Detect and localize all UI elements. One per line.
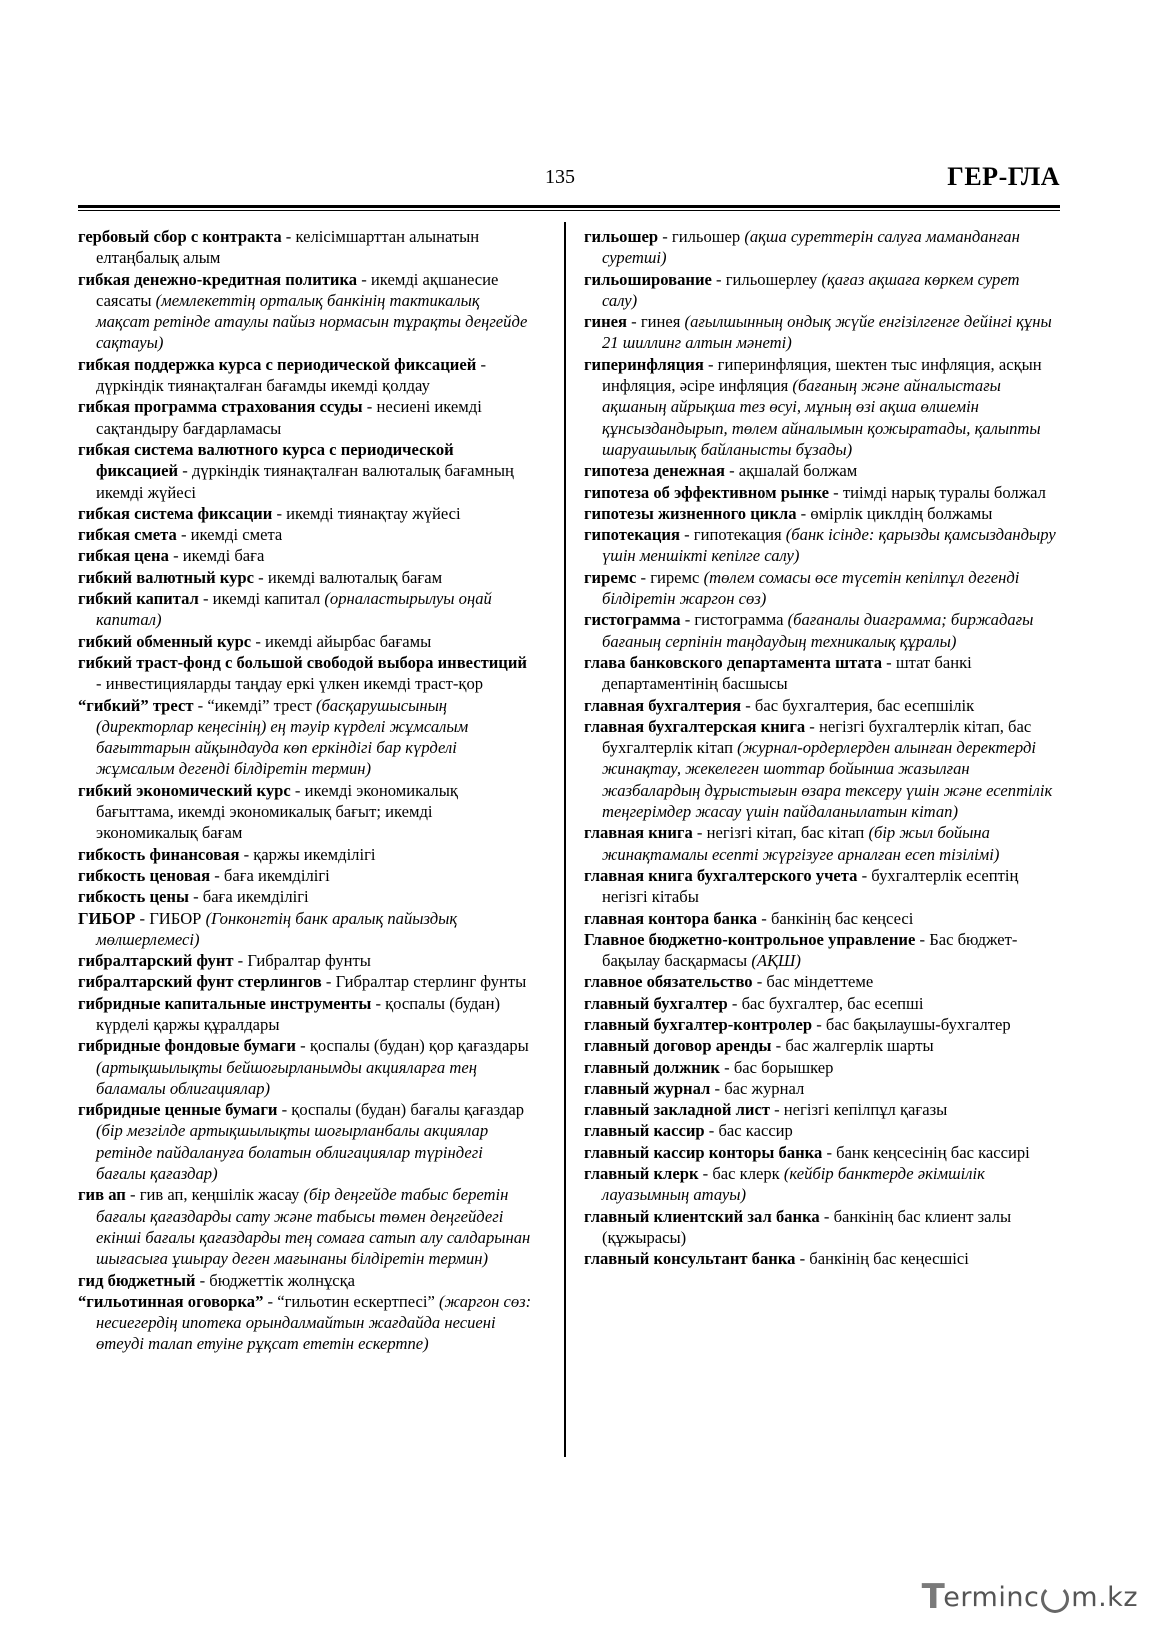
entry-separator: -	[812, 1014, 826, 1034]
dictionary-entry	[584, 567, 1056, 610]
entry-term: главная книга	[584, 823, 693, 843]
entry-separator: -	[272, 503, 287, 523]
entry-definition: икемді капитал	[212, 589, 325, 609]
entry-definition: штат банкі департаментінің басшысы	[602, 652, 972, 694]
entry-definition: гистограмма	[694, 610, 788, 630]
entry-definition: “гильотин ескертпесі”	[277, 1291, 440, 1311]
dictionary-entry	[584, 822, 1056, 865]
dictionary-entry	[584, 503, 1056, 524]
entry-separator: -	[795, 1249, 810, 1269]
entry-term: гибкость финансовая	[78, 844, 240, 864]
entry-note: (басқарушысының (директорлар кеңесінің) ең тәуір күрделі жұмсалым бағыттарын айқындауда көп еркіндігі бар күрделі жұмсалым дегенді білдіретін термин)	[96, 695, 469, 779]
entry-separator: -	[210, 865, 224, 885]
entry-note: (банк ісінде: қарызды қамсыздандыру үшін меншікті кепілге салу)	[602, 525, 1056, 566]
entry-term: гибкость ценовая	[78, 865, 211, 885]
entry-definition: дүркіндік тиянақталған бағамды икемді қолдау	[96, 376, 430, 396]
entry-separator: -	[822, 1142, 837, 1162]
dictionary-entry	[584, 269, 1056, 312]
entry-separator: -	[254, 567, 268, 587]
entry-definition: гиперинфляция, шектен тыс инфляция, асқын инфляция, әсіре инфляция	[602, 354, 1042, 396]
entry-definition: негізгі кітап, бас кітап	[706, 823, 869, 843]
entry-separator: -	[692, 823, 707, 843]
entry-term: гибкость цены	[78, 887, 189, 907]
dictionary-entry	[584, 1014, 1056, 1035]
entry-separator: -	[168, 546, 183, 566]
dictionary-entry	[584, 524, 1056, 567]
entry-term: гибкая денежно-кредитная политика	[78, 269, 358, 289]
entry-definition: банкінің бас кеңесшісі	[809, 1249, 969, 1269]
entry-term: гибкая программа страхования ссуды	[78, 397, 363, 417]
dictionary-entry	[78, 226, 534, 269]
entry-term: гибкий траст-фонд с большой свободой выбора инвестиций	[78, 652, 527, 672]
entry-term: главный клиентский зал банка	[584, 1206, 820, 1226]
entry-definition: гив ап, кеңшілік жасау	[139, 1185, 304, 1205]
entry-term: главный консультант банка	[584, 1249, 796, 1269]
entry-separator: -	[719, 1057, 734, 1077]
entry-term: главная бухгалтерская книга	[584, 716, 806, 736]
entry-separator: -	[741, 695, 755, 715]
entry-term: главное обязательство	[584, 972, 753, 992]
dictionary-entry	[78, 396, 534, 439]
entry-term: “гибкий” трест	[78, 695, 194, 715]
entry-note: (журнал-ордерлерден алынған деректерді жинақтау, жекелеген шоттар бойынша жазылған жазбалардың дұрыстығын өзара тексеру үшін және есептілік теңгерімдер жасау үшін пайдаланылатын кітап)	[602, 738, 1053, 822]
entry-term: гипотезы жизненного цикла	[584, 503, 797, 523]
entry-separator: -	[698, 1164, 713, 1184]
entry-term: гипотеза об эффективном рынке	[584, 482, 829, 502]
entry-separator: -	[178, 461, 192, 481]
dictionary-entry	[584, 1248, 1056, 1269]
dictionary-entry	[584, 1206, 1056, 1249]
entry-separator: -	[857, 865, 872, 885]
entry-separator: -	[627, 312, 641, 332]
logo-text-mid: erminc	[943, 1581, 1040, 1613]
dictionary-entry	[78, 269, 534, 354]
entry-term: гиперинфляция	[584, 354, 704, 374]
entry-definition: икемді смета	[190, 525, 283, 545]
entry-separator: -	[263, 1291, 278, 1311]
dictionary-entry	[584, 1163, 1056, 1206]
entry-note: (төлем сомасы өсе түсетін кепілпұл дегенді білдіретін жаргон сөз)	[602, 567, 1020, 609]
entry-definition: ақшалай болжам	[738, 461, 858, 481]
dictionary-entry	[584, 716, 1056, 822]
entry-definition: бас кассир	[718, 1121, 793, 1141]
entry-definition: қоспалы (будан) күрделі қаржы құралдары	[96, 993, 501, 1034]
entry-term: гибкий капитал	[78, 589, 199, 609]
entry-note: (Гонконгтің банк аралық пайыздық мөлшерлемесі)	[96, 908, 458, 949]
dictionary-entry	[584, 1099, 1056, 1120]
dictionary-entry	[78, 524, 534, 545]
entry-term: “гильотинная оговорка”	[78, 1291, 264, 1311]
left-column	[78, 226, 534, 1355]
dictionary-entry	[78, 865, 534, 886]
entry-separator: -	[135, 908, 150, 928]
entry-definition: икемді валюталық бағам	[267, 567, 443, 587]
dictionary-entry	[78, 545, 534, 566]
entry-term: гибкий экономический курс	[78, 780, 291, 800]
entry-definition: баға икемділігі	[223, 865, 330, 885]
dictionary-entry	[78, 1270, 534, 1291]
entry-separator: -	[882, 652, 896, 672]
entry-term: главная книга бухгалтерского учета	[584, 865, 858, 885]
dictionary-entry	[78, 908, 534, 951]
dictionary-entry	[78, 588, 534, 631]
page-number: 135	[545, 166, 575, 188]
entry-definition: гинея	[640, 312, 685, 332]
dictionary-entry	[584, 1035, 1056, 1056]
termincom-logo	[922, 1577, 1138, 1617]
dictionary-entry	[78, 1099, 534, 1184]
right-column	[584, 226, 1056, 1270]
entry-separator: -	[233, 951, 248, 971]
entry-term: гив ап	[78, 1185, 126, 1205]
running-head: ГЕР-ГЛА	[947, 162, 1060, 191]
entry-separator: -	[357, 269, 371, 289]
dictionary-entry	[78, 780, 534, 844]
entry-term: Главное бюджетно-контрольное управление	[584, 929, 916, 949]
entry-definition: гильошерлеу	[725, 269, 822, 289]
logo-t-mark: T	[921, 1577, 946, 1617]
entry-definition: бас клерк	[712, 1164, 784, 1184]
column-divider	[564, 222, 566, 1457]
entry-separator: -	[796, 503, 811, 523]
entry-term: гибкий обменный курс	[78, 631, 252, 651]
entry-separator: -	[193, 695, 208, 715]
entry-definition: икемді тиянақтау жүйесі	[286, 503, 461, 523]
entry-note: (орналастырылуы оңай капитал)	[96, 589, 492, 630]
entry-term: гиремс	[584, 567, 637, 587]
entry-separator: -	[321, 972, 336, 992]
entry-definition: Бас бюджет-бақылау басқармасы	[602, 929, 1018, 971]
entry-term: главный кассир	[584, 1121, 705, 1141]
dictionary-entry	[78, 971, 534, 992]
entry-definition: бас журнал	[724, 1078, 805, 1098]
entry-separator: -	[710, 1078, 725, 1098]
dictionary-entry	[78, 1184, 534, 1269]
dictionary-entry	[584, 929, 1056, 972]
entry-definition: бас бухгалтерия, бас есепшілік	[754, 695, 975, 715]
dictionary-entry	[584, 695, 1056, 716]
entry-definition: икемді айырбас бағамы	[265, 631, 432, 651]
entry-definition: банк кеңсесінің бас кассирі	[836, 1142, 1030, 1162]
dictionary-entry	[584, 865, 1056, 908]
entry-term: главный клерк	[584, 1164, 699, 1184]
entry-definition: бас міндеттеме	[766, 972, 874, 992]
dictionary-entry	[584, 354, 1056, 460]
dictionary-entry	[78, 950, 534, 971]
entry-term: главный бухгалтер	[584, 993, 728, 1013]
dictionary-entry	[584, 1057, 1056, 1078]
entry-term: гид бюджетный	[78, 1270, 196, 1290]
entry-term: главный договор аренды	[584, 1036, 772, 1056]
entry-separator: -	[658, 227, 672, 246]
header-rule-thin	[78, 210, 1060, 211]
entry-term: гибридные капитальные инструменты	[78, 993, 372, 1013]
entry-definition: икемді баға	[182, 546, 265, 566]
dictionary-entry	[584, 482, 1056, 503]
entry-definition: Гибралтар стерлинг фунты	[335, 972, 527, 992]
entry-definition: бас бақылаушы-бухгалтер	[825, 1014, 1011, 1034]
entry-term: главный должник	[584, 1057, 720, 1077]
entry-note: (бір деңгейде табыс беретін бағалы қағаздарды сату және табысы төмен деңгейдегі екінші бағалы қағаздарды тең сомаға сатып алу салдарынан шығасыға ұшырау деген мағынаны білдіретін термин)	[96, 1185, 531, 1269]
entry-note: (мемлекеттің орталық банкінің тактикалық мақсат ретінде атаулы пайыз нормасын тұрақты деңгейде сақтауы)	[96, 290, 528, 353]
entry-note: (АҚШ)	[751, 951, 801, 971]
entry-definition: қоспалы (будан) бағалы қағаздар	[291, 1100, 524, 1120]
entry-note: (бір жыл бойына жинақтамалы есепті жүргізуге арналған есеп тізілімі)	[602, 823, 1000, 864]
entry-term: главная контора банка	[584, 908, 758, 928]
entry-separator: -	[198, 589, 213, 609]
entry-term: гибкая система валютного курса с периодической фиксацией	[78, 439, 454, 481]
entry-separator: -	[915, 929, 930, 949]
dictionary-entry	[584, 609, 1056, 652]
entry-separator: -	[724, 461, 739, 481]
entry-definition: банкінің бас кеңсесі	[770, 908, 914, 928]
entry-definition: тиімді нарық туралы болжал	[842, 482, 1046, 502]
entry-separator: -	[251, 631, 265, 651]
entry-term: гибкий валютный курс	[78, 567, 254, 587]
entry-definition: “икемді” трест	[207, 695, 316, 715]
entry-definition: бюджеттік жолнұсқа	[209, 1270, 356, 1290]
logo-ring-icon	[1041, 1585, 1069, 1613]
dictionary-entry	[78, 1035, 534, 1099]
entry-separator: -	[362, 397, 377, 417]
entry-separator: -	[125, 1185, 140, 1205]
entry-definition: гиремс	[650, 567, 704, 587]
dictionary-entry	[584, 1078, 1056, 1099]
entry-definition: дүркіндік тиянақталған валюталық бағамның икемді жүйесі	[96, 461, 514, 502]
entry-definition: гипотекация	[693, 525, 786, 545]
entry-term: гибридные ценные бумаги	[78, 1100, 278, 1120]
entry-note: (қағаз ақшаға көркем сурет салу)	[602, 269, 1020, 310]
entry-definition: бас борышкер	[733, 1057, 834, 1077]
entry-definition: банкінің бас клиент залы (құжырасы)	[602, 1206, 1012, 1247]
entry-term: главный бухгалтер-контролер	[584, 1014, 813, 1034]
dictionary-entry	[78, 354, 534, 397]
dictionary-entry	[78, 993, 534, 1036]
entry-definition: негізгі кепілпұл қағазы	[783, 1100, 948, 1120]
entry-term: гильошер	[584, 227, 659, 246]
dictionary-entry	[78, 1291, 534, 1355]
entry-note: (ағылшынның ондық жүйе енгізілгенге дейінгі құны 21 шиллинг алтын мәнеті)	[602, 312, 1052, 353]
entry-definition: бухгалтерлік есептің негізгі кітабы	[602, 865, 1019, 907]
dictionary-entry	[584, 226, 1056, 269]
entry-term: гибкая поддержка курса с периодической фиксацией	[78, 354, 477, 374]
entry-definition: бас жалгерлік шарты	[785, 1036, 934, 1056]
entry-separator: -	[769, 1100, 784, 1120]
dictionary-entry	[78, 439, 534, 503]
entry-term: гибкая система фиксации	[78, 503, 273, 523]
entry-separator: -	[176, 525, 191, 545]
dictionary-entry	[584, 460, 1056, 481]
entry-definition: баға икемділігі	[202, 887, 309, 907]
entry-separator: -	[476, 354, 486, 374]
entry-term: гибридные фондовые бумаги	[78, 1036, 296, 1056]
entry-separator: -	[703, 354, 718, 374]
entry-definition: Гибралтар фунты	[247, 951, 371, 971]
entry-separator: -	[277, 1100, 292, 1120]
entry-term: гибкая цена	[78, 546, 169, 566]
entry-definition: гильошер	[671, 227, 745, 246]
entry-separator: -	[281, 227, 296, 246]
entry-term: главный закладной лист	[584, 1100, 770, 1120]
entry-separator: -	[711, 269, 726, 289]
entry-separator: -	[290, 780, 305, 800]
entry-separator: -	[704, 1121, 719, 1141]
entry-definition: бас бухгалтер, бас есепші	[741, 993, 924, 1013]
dictionary-entry	[78, 652, 534, 695]
entry-definition: келісімшарттан алынатын елтаңбалық алым	[96, 227, 480, 268]
entry-separator: -	[96, 674, 106, 694]
entry-term: гипотекация	[584, 525, 680, 545]
entry-note: (кейбір банктерде әкімшілік лауазымның атауы)	[602, 1164, 985, 1205]
entry-note: (ақша суреттерін салуға маманданған суретші)	[602, 227, 1020, 268]
dictionary-entry	[584, 908, 1056, 929]
entry-separator: -	[295, 1036, 310, 1056]
dictionary-entry	[584, 993, 1056, 1014]
entry-note: (бағаналы диаграмма; биржадағы бағаның серпінін таңдаудың техникалық құралы)	[602, 610, 1034, 651]
entry-term: глава банковского департамента штата	[584, 652, 883, 672]
entry-separator: -	[805, 716, 819, 736]
entry-separator: -	[819, 1206, 834, 1226]
entry-term: гистограмма	[584, 610, 681, 630]
entry-separator: -	[680, 610, 695, 630]
entry-term: главный кассир конторы банка	[584, 1142, 823, 1162]
dictionary-entry	[78, 844, 534, 865]
entry-separator: -	[757, 908, 771, 928]
entry-note: (бір мезгілде артықшылықты шоғырланбалы акциялар ретінде пайдалануға болатын облигациялар түріндегі бағалы қағаздар)	[96, 1121, 489, 1184]
entry-definition: негізгі бухгалтерлік кітап, бас бухгалтерлік кітап	[602, 716, 1032, 758]
entry-separator: -	[188, 887, 203, 907]
dictionary-entry	[78, 503, 534, 524]
entry-separator: -	[771, 1036, 786, 1056]
entry-definition: қоспалы (будан) қор қағаздары	[309, 1036, 529, 1056]
entry-separator: -	[195, 1270, 210, 1290]
dictionary-entry	[78, 631, 534, 652]
entry-separator: -	[636, 567, 651, 587]
entry-separator: -	[371, 993, 386, 1013]
entry-separator: -	[829, 482, 843, 502]
entry-definition: ГИБОР	[149, 908, 206, 928]
entry-definition: несиені икемді сақтандыру бағдарламасы	[96, 397, 482, 438]
dictionary-entry	[584, 652, 1056, 695]
entry-term: гербовый сбор с контракта	[78, 227, 282, 246]
entry-definition: инвестицияларды таңдау еркі үлкен икемді траст-қор	[105, 674, 484, 694]
entry-term: ГИБОР	[78, 908, 136, 928]
entry-term: гибкая смета	[78, 525, 177, 545]
dictionary-entry	[584, 1142, 1056, 1163]
entry-term: главная бухгалтерия	[584, 695, 742, 715]
entry-separator: -	[752, 972, 767, 992]
entry-term: гинея	[584, 312, 627, 332]
entry-term: гибралтарский фунт стерлингов	[78, 972, 322, 992]
logo-text-suffix: m.kz	[1071, 1581, 1138, 1613]
entry-term: гильоширование	[584, 269, 712, 289]
dictionary-entry	[78, 567, 534, 588]
entry-definition: қаржы икемділігі	[253, 844, 376, 864]
entry-note: (бағаның және айналыстағы ақшаның айрықша тез өсуі, мұның өзі ақша өлшемін құнсыздандырып, төлем айналымын қожыратады, қалыпты шаруашылық байланысты бұзады)	[602, 376, 1041, 459]
entry-definition: икемді экономикалық бағыттама, икемді экономикалық бағыт; икемді экономикалық бағам	[96, 780, 458, 843]
entry-term: главный журнал	[584, 1078, 711, 1098]
header-rule	[78, 205, 1060, 208]
entry-definition: икемді ақшанесие саясаты	[96, 269, 499, 310]
dictionary-entry	[584, 971, 1056, 992]
dictionary-entry	[584, 1120, 1056, 1141]
entry-separator: -	[679, 525, 694, 545]
entry-term: гипотеза денежная	[584, 461, 725, 481]
dictionary-entry	[78, 695, 534, 780]
entry-separator: -	[239, 844, 254, 864]
entry-separator: -	[727, 993, 742, 1013]
entry-note: (жаргон сөз: несиегердің ипотека орындалмайтын жағдайда несиені өтеуді талап етуіне рұқсат ететін ескертпе)	[96, 1291, 532, 1354]
entry-term: гибралтарский фунт	[78, 951, 234, 971]
dictionary-entry	[584, 311, 1056, 354]
entry-definition: өмірлік циклдің болжамы	[810, 503, 993, 523]
dictionary-entry	[78, 886, 534, 907]
entry-note: (артықшылықты бейшоғырланымды акцияларға тең баламалы облигациялар)	[96, 1057, 477, 1098]
